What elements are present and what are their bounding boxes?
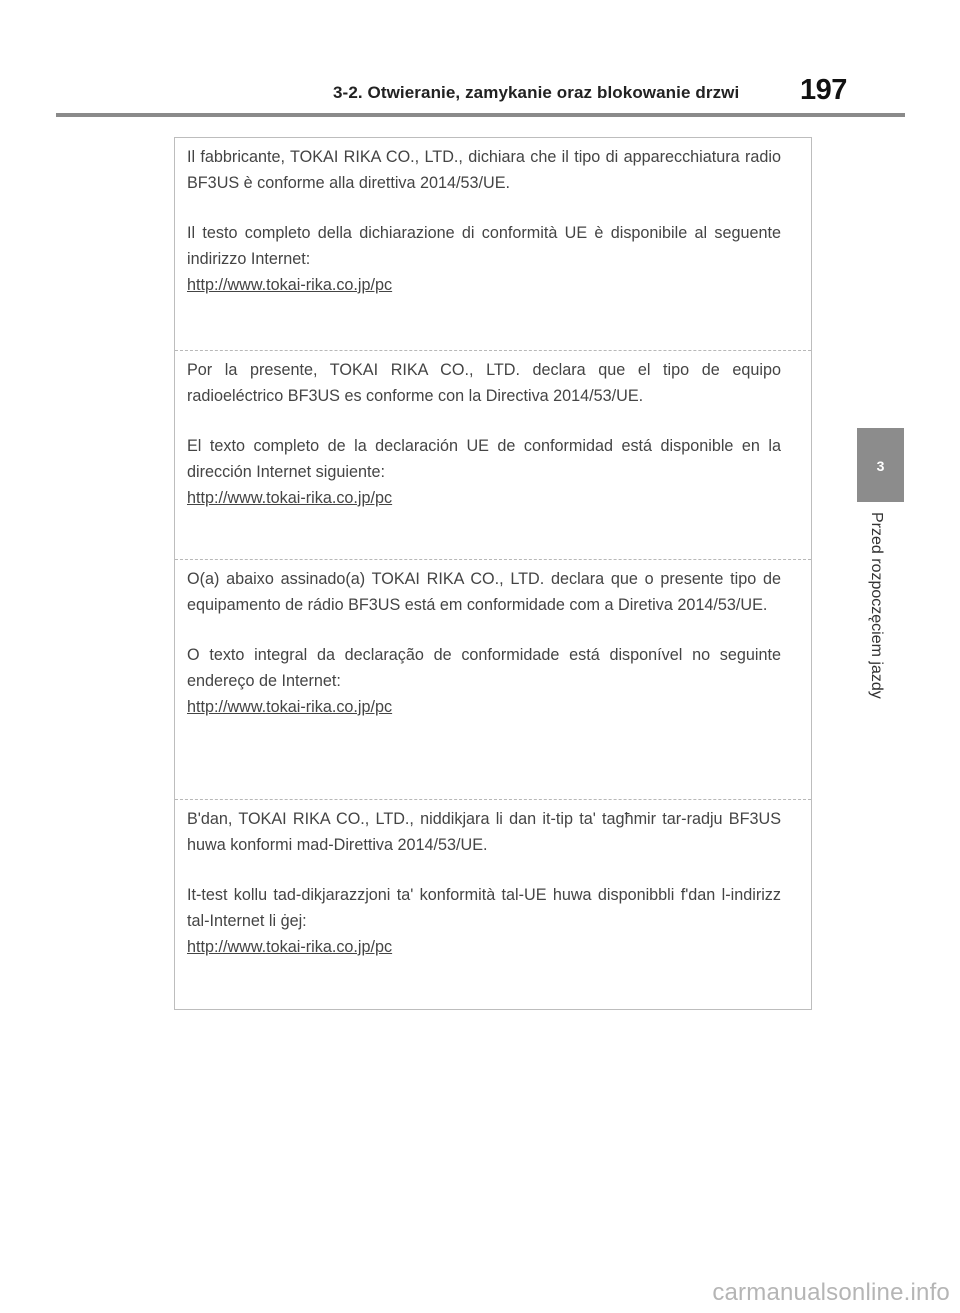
availability-sentence: El texto completo de la declaración UE de conformidad está disponible en la dirección Internet siguiente: [187,437,781,481]
page-number: 197 [800,74,847,106]
header-divider [56,113,905,117]
declaration-section-italian [175,138,811,351]
declaration-section-maltese [175,800,811,1009]
declarations-box [174,137,812,1010]
availability-text [187,642,781,720]
availability-sentence: O texto integral da declaração de conformidade está disponível no seguinte endereço de Internet: [187,646,781,690]
declaration-text: Il fabbricante, TOKAI RIKA CO., LTD., dichiara che il tipo di apparecchiatura radio BF3US è conforme alla direttiva 2014/53/UE. [187,148,781,192]
availability-text [187,433,781,511]
chapter-number: 3 [876,458,885,474]
availability-text [187,220,781,298]
declaration-url-link[interactable]: http://www.tokai-rika.co.jp/pc [187,489,393,507]
site-watermark: carmanualsonline.info [712,1279,950,1306]
page-header-title: 3-2. Otwieranie, zamykanie oraz blokowanie drzwi [333,83,740,102]
declaration-section-portuguese [175,560,811,800]
declaration-text: B'dan, TOKAI RIKA CO., LTD., niddikjara li dan it-tip ta' tagħmir tar-radju BF3US huwa konformi mad-Direttiva 2014/53/UE. [187,810,781,854]
declaration-section-spanish [175,351,811,560]
declaration-text: O(a) abaixo assinado(a) TOKAI RIKA CO., LTD. declara que o presente tipo de equipamento de rádio BF3US está em conformidade com a Diretiva 2014/53/UE. [187,570,781,614]
declaration-url-link[interactable]: http://www.tokai-rika.co.jp/pc [187,276,393,294]
declaration-url-link[interactable]: http://www.tokai-rika.co.jp/pc [187,938,393,956]
availability-text [187,882,781,960]
availability-sentence: Il testo completo della dichiarazione di conformità UE è disponibile al seguente indirizzo Internet: [187,224,781,268]
chapter-tab [857,428,904,502]
declaration-text: Por la presente, TOKAI RIKA CO., LTD. declara que el tipo de equipo radioeléctrico BF3US es conforme con la Directiva 2014/53/UE. [187,361,781,405]
declaration-url-link[interactable]: http://www.tokai-rika.co.jp/pc [187,698,393,716]
availability-sentence: It-test kollu tad-dikjarazzjoni ta' konformità tal-UE huwa disponibbli f'dan l-indirizz tal-Internet li ġej: [187,886,781,930]
chapter-label: Przed rozpoczęciem jazdy [868,512,885,699]
